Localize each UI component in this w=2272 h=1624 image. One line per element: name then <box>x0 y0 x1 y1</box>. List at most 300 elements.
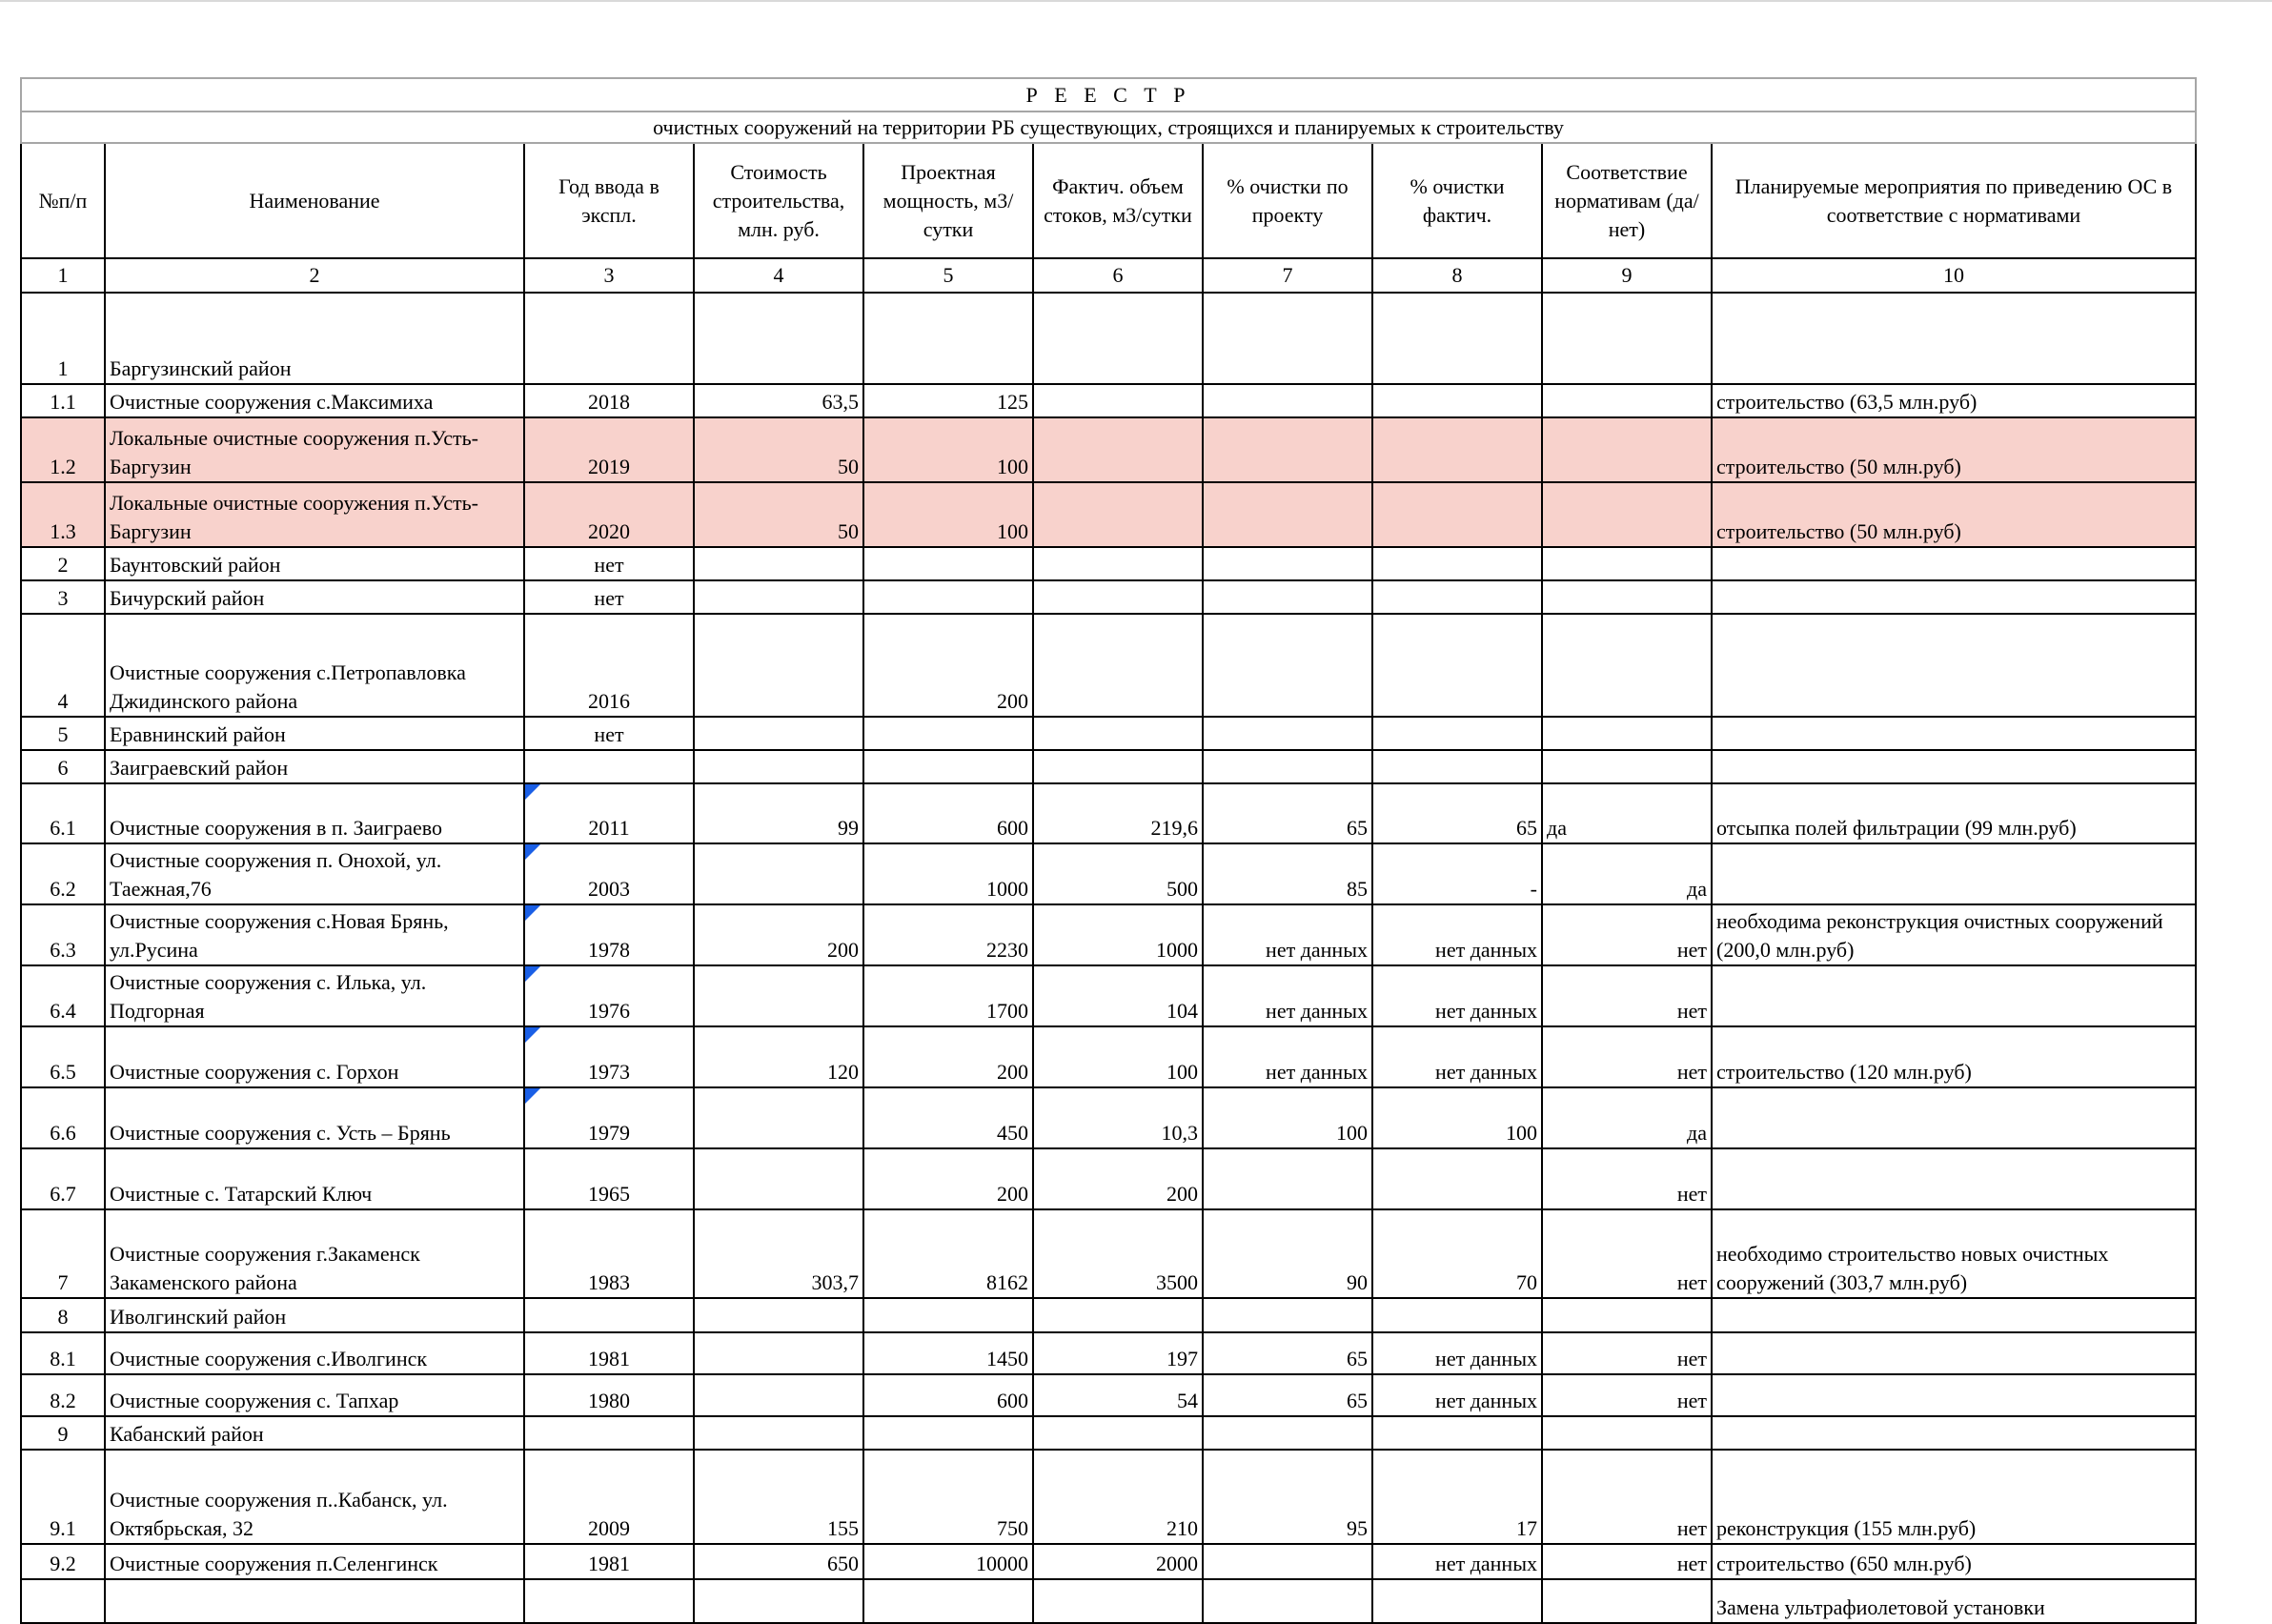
commission-year-cell: нет <box>524 547 694 580</box>
planned-measures-cell: строительство (50 млн.руб) <box>1712 417 2196 482</box>
compliance-cell: да <box>1542 843 1712 904</box>
actual-cleaning-percent-cell <box>1372 384 1542 417</box>
table-row <box>21 1374 2196 1416</box>
design-capacity-cell: 200 <box>863 614 1033 717</box>
facility-name-cell: Очистные сооружения с. Усть – Брянь <box>105 1087 524 1148</box>
commission-year-cell: 2019 <box>524 417 694 482</box>
actual-volume-cell: 200 <box>1033 1148 1203 1209</box>
facility-name-cell: Очистные с. Татарский Ключ <box>105 1148 524 1209</box>
compliance-cell: нет <box>1542 1332 1712 1374</box>
construction-cost-cell <box>694 1148 863 1209</box>
registry-subtitle: очистных сооружений на территории РБ существующих, строящихся и планируемых к строительству <box>21 112 2196 143</box>
compliance-cell: нет <box>1542 1209 1712 1298</box>
commission-year-cell <box>524 1298 694 1332</box>
planned-measures-cell <box>1712 843 2196 904</box>
header-row <box>21 143 2196 258</box>
construction-cost-cell: 99 <box>694 783 863 843</box>
table-row <box>21 1209 2196 1298</box>
planned-measures-cell: необходима реконструкция очистных сооружений (200,0 млн.руб) <box>1712 904 2196 965</box>
actual-volume-cell: 500 <box>1033 843 1203 904</box>
table-row <box>21 1298 2196 1332</box>
commission-year-text: 1979 <box>588 1121 630 1145</box>
column-number: 1 <box>21 258 105 293</box>
design-capacity-cell <box>863 1298 1033 1332</box>
actual-cleaning-percent-cell <box>1372 717 1542 750</box>
actual-volume-cell: 1000 <box>1033 904 1203 965</box>
header-cell: Соответствие нормативам (да/нет) <box>1542 143 1712 258</box>
design-cleaning-percent-cell <box>1203 482 1372 547</box>
design-cleaning-percent-cell <box>1203 614 1372 717</box>
design-cleaning-percent-cell <box>1203 293 1372 384</box>
design-cleaning-percent-cell <box>1203 384 1372 417</box>
facility-name-cell: Заиграевский район <box>105 750 524 783</box>
planned-measures-cell: строительство (650 млн.руб) <box>1712 1544 2196 1579</box>
facility-name-cell: Очистные сооружения с. Тапхар <box>105 1374 524 1416</box>
construction-cost-cell <box>694 750 863 783</box>
table-row <box>21 750 2196 783</box>
design-cleaning-percent-cell: нет данных <box>1203 965 1372 1026</box>
planned-measures-cell <box>1712 1374 2196 1416</box>
table-row <box>21 965 2196 1026</box>
actual-volume-cell <box>1033 717 1203 750</box>
commission-year-cell <box>524 1026 694 1087</box>
commission-year-cell <box>524 1579 694 1623</box>
compliance-cell: нет <box>1542 1374 1712 1416</box>
planned-measures-cell <box>1712 1087 2196 1148</box>
row-number-cell: 6.5 <box>21 1026 105 1087</box>
construction-cost-cell: 120 <box>694 1026 863 1087</box>
compliance-cell <box>1542 417 1712 482</box>
design-capacity-cell: 600 <box>863 1374 1033 1416</box>
table-row <box>21 717 2196 750</box>
construction-cost-cell <box>694 547 863 580</box>
column-number: 10 <box>1712 258 2196 293</box>
actual-cleaning-percent-cell <box>1372 580 1542 614</box>
actual-volume-cell <box>1033 417 1203 482</box>
design-cleaning-percent-cell <box>1203 717 1372 750</box>
design-capacity-cell: 600 <box>863 783 1033 843</box>
design-capacity-cell: 1700 <box>863 965 1033 1026</box>
planned-measures-cell <box>1712 580 2196 614</box>
column-number: 4 <box>694 258 863 293</box>
construction-cost-cell <box>694 1579 863 1623</box>
design-cleaning-percent-cell: 65 <box>1203 1374 1372 1416</box>
row-number-cell: 4 <box>21 614 105 717</box>
compliance-cell: нет <box>1542 1026 1712 1087</box>
row-number-cell: 8.2 <box>21 1374 105 1416</box>
construction-cost-cell <box>694 1087 863 1148</box>
commission-year-cell: 2016 <box>524 614 694 717</box>
planned-measures-cell <box>1712 547 2196 580</box>
design-cleaning-percent-cell <box>1203 1416 1372 1450</box>
design-capacity-cell: 8162 <box>863 1209 1033 1298</box>
design-capacity-cell <box>863 1416 1033 1450</box>
construction-cost-cell <box>694 965 863 1026</box>
compliance-cell <box>1542 547 1712 580</box>
facility-name-cell: Иволгинский район <box>105 1298 524 1332</box>
column-number-row <box>21 258 2196 293</box>
actual-volume-cell <box>1033 1579 1203 1623</box>
facility-name-cell: Очистные сооружения п.Селенгинск <box>105 1544 524 1579</box>
facility-name-cell <box>105 1579 524 1623</box>
row-number-cell: 1.3 <box>21 482 105 547</box>
compliance-cell: нет <box>1542 965 1712 1026</box>
actual-cleaning-percent-cell: 65 <box>1372 783 1542 843</box>
table-row <box>21 547 2196 580</box>
actual-cleaning-percent-cell: 70 <box>1372 1209 1542 1298</box>
table-row <box>21 1026 2196 1087</box>
actual-volume-cell: 210 <box>1033 1450 1203 1544</box>
facility-name-cell: Баргузинский район <box>105 293 524 384</box>
row-number-cell: 8.1 <box>21 1332 105 1374</box>
comment-marker-icon[interactable] <box>525 905 540 921</box>
design-capacity-cell <box>863 717 1033 750</box>
design-capacity-cell <box>863 580 1033 614</box>
actual-cleaning-percent-cell <box>1372 293 1542 384</box>
construction-cost-cell: 303,7 <box>694 1209 863 1298</box>
table-row <box>21 614 2196 717</box>
planned-measures-cell: отсыпка полей фильтрации (99 млн.руб) <box>1712 783 2196 843</box>
registry-table <box>20 77 2197 1624</box>
row-number-cell: 8 <box>21 1298 105 1332</box>
design-capacity-cell <box>863 547 1033 580</box>
design-cleaning-percent-cell <box>1203 1579 1372 1623</box>
commission-year-text: 2003 <box>588 877 630 901</box>
row-number-cell: 7 <box>21 1209 105 1298</box>
design-cleaning-percent-cell: 100 <box>1203 1087 1372 1148</box>
actual-cleaning-percent-cell <box>1372 417 1542 482</box>
actual-cleaning-percent-cell <box>1372 1416 1542 1450</box>
design-cleaning-percent-cell: 65 <box>1203 1332 1372 1374</box>
actual-volume-cell <box>1033 547 1203 580</box>
commission-year-cell <box>524 843 694 904</box>
commission-year-cell <box>524 1416 694 1450</box>
facility-name-cell: Очистные сооружения п. Онохой, ул. Таежная,76 <box>105 843 524 904</box>
design-cleaning-percent-cell: 85 <box>1203 843 1372 904</box>
design-capacity-cell: 200 <box>863 1148 1033 1209</box>
planned-measures-cell: строительство (63,5 млн.руб) <box>1712 384 2196 417</box>
planned-measures-cell: реконструкция (155 млн.руб) <box>1712 1450 2196 1544</box>
commission-year-cell <box>524 783 694 843</box>
design-cleaning-percent-cell <box>1203 1544 1372 1579</box>
commission-year-text: 1973 <box>588 1060 630 1084</box>
comment-marker-icon[interactable] <box>525 1027 540 1043</box>
construction-cost-cell: 200 <box>694 904 863 965</box>
design-cleaning-percent-cell: нет данных <box>1203 1026 1372 1087</box>
planned-measures-cell <box>1712 1416 2196 1450</box>
planned-measures-cell <box>1712 1298 2196 1332</box>
design-capacity-cell: 125 <box>863 384 1033 417</box>
header-cell: Стоимость строительства, млн. руб. <box>694 143 863 258</box>
commission-year-cell: 1981 <box>524 1332 694 1374</box>
compliance-cell <box>1542 580 1712 614</box>
planned-measures-cell <box>1712 293 2196 384</box>
facility-name-cell: Локальные очистные сооружения п.Усть-Баргузин <box>105 417 524 482</box>
actual-cleaning-percent-cell <box>1372 1148 1542 1209</box>
actual-cleaning-percent-cell <box>1372 547 1542 580</box>
commission-year-cell: 2009 <box>524 1450 694 1544</box>
column-number: 7 <box>1203 258 1372 293</box>
actual-volume-cell: 100 <box>1033 1026 1203 1087</box>
actual-volume-cell <box>1033 614 1203 717</box>
compliance-cell: нет <box>1542 1148 1712 1209</box>
row-number-cell: 6.4 <box>21 965 105 1026</box>
actual-cleaning-percent-cell: нет данных <box>1372 965 1542 1026</box>
column-number: 2 <box>105 258 524 293</box>
actual-cleaning-percent-cell: нет данных <box>1372 1374 1542 1416</box>
construction-cost-cell: 650 <box>694 1544 863 1579</box>
actual-cleaning-percent-cell: 17 <box>1372 1450 1542 1544</box>
construction-cost-cell <box>694 1298 863 1332</box>
column-number: 8 <box>1372 258 1542 293</box>
planned-measures-cell <box>1712 614 2196 717</box>
commission-year-text: 1976 <box>588 999 630 1023</box>
facility-name-cell: Очистные сооружения г.Закаменск Закаменского района <box>105 1209 524 1298</box>
construction-cost-cell <box>694 717 863 750</box>
commission-year-cell: 1983 <box>524 1209 694 1298</box>
top-divider <box>0 0 2272 2</box>
facility-name-cell: Кабанский район <box>105 1416 524 1450</box>
facility-name-cell: Очистные сооружения с.Петропавловка Джидинского района <box>105 614 524 717</box>
comment-marker-icon[interactable] <box>525 844 540 860</box>
row-number-cell: 9.1 <box>21 1450 105 1544</box>
column-number: 9 <box>1542 258 1712 293</box>
compliance-cell <box>1542 482 1712 547</box>
header-cell: % очистки по проекту <box>1203 143 1372 258</box>
commission-year-text: 2011 <box>588 816 630 840</box>
construction-cost-cell: 50 <box>694 482 863 547</box>
table-row <box>21 1332 2196 1374</box>
commission-year-text: 1978 <box>588 938 630 962</box>
header-cell: №п/п <box>21 143 105 258</box>
design-capacity-cell <box>863 293 1033 384</box>
commission-year-cell: 1980 <box>524 1374 694 1416</box>
table-row <box>21 1450 2196 1544</box>
planned-measures-cell: строительство (50 млн.руб) <box>1712 482 2196 547</box>
design-cleaning-percent-cell <box>1203 417 1372 482</box>
table-row <box>21 1544 2196 1579</box>
commission-year-cell <box>524 1087 694 1148</box>
registry-sheet <box>20 77 2195 1624</box>
actual-volume-cell: 54 <box>1033 1374 1203 1416</box>
comment-marker-icon[interactable] <box>525 1088 540 1104</box>
planned-measures-cell <box>1712 750 2196 783</box>
table-row <box>21 843 2196 904</box>
actual-volume-cell <box>1033 1298 1203 1332</box>
design-capacity-cell: 750 <box>863 1450 1033 1544</box>
actual-cleaning-percent-cell: - <box>1372 843 1542 904</box>
actual-cleaning-percent-cell <box>1372 1579 1542 1623</box>
facility-name-cell: Очистные сооружения с.Иволгинск <box>105 1332 524 1374</box>
actual-volume-cell: 104 <box>1033 965 1203 1026</box>
design-cleaning-percent-cell: 90 <box>1203 1209 1372 1298</box>
actual-cleaning-percent-cell: нет данных <box>1372 1332 1542 1374</box>
row-number-cell: 9.2 <box>21 1544 105 1579</box>
table-row <box>21 580 2196 614</box>
header-cell: Фактич. объем стоков, м3/сутки <box>1033 143 1203 258</box>
design-capacity-cell: 100 <box>863 482 1033 547</box>
actual-volume-cell: 2000 <box>1033 1544 1203 1579</box>
table-row <box>21 482 2196 547</box>
table-row <box>21 1148 2196 1209</box>
design-cleaning-percent-cell <box>1203 547 1372 580</box>
commission-year-cell: 1981 <box>524 1544 694 1579</box>
design-capacity-cell: 1000 <box>863 843 1033 904</box>
compliance-cell: нет <box>1542 904 1712 965</box>
table-row <box>21 1087 2196 1148</box>
planned-measures-cell <box>1712 717 2196 750</box>
design-cleaning-percent-cell: 95 <box>1203 1450 1372 1544</box>
commission-year-cell <box>524 750 694 783</box>
table-row <box>21 1579 2196 1623</box>
row-number-cell: 6.2 <box>21 843 105 904</box>
compliance-cell <box>1542 717 1712 750</box>
design-capacity-cell: 1450 <box>863 1332 1033 1374</box>
planned-measures-cell: Замена ультрафиолетовой установки <box>1712 1579 2196 1623</box>
actual-volume-cell: 219,6 <box>1033 783 1203 843</box>
actual-cleaning-percent-cell <box>1372 1298 1542 1332</box>
facility-name-cell: Очистные сооружения с.Максимиха <box>105 384 524 417</box>
actual-volume-cell <box>1033 482 1203 547</box>
table-row <box>21 783 2196 843</box>
construction-cost-cell <box>694 1374 863 1416</box>
construction-cost-cell: 50 <box>694 417 863 482</box>
compliance-cell <box>1542 1579 1712 1623</box>
facility-name-cell: Баунтовский район <box>105 547 524 580</box>
construction-cost-cell: 63,5 <box>694 384 863 417</box>
planned-measures-cell <box>1712 965 2196 1026</box>
compliance-cell <box>1542 384 1712 417</box>
facility-name-cell: Локальные очистные сооружения п.Усть-Баргузин <box>105 482 524 547</box>
row-number-cell: 6.3 <box>21 904 105 965</box>
header-cell: Год ввода в экспл. <box>524 143 694 258</box>
commission-year-cell: 2020 <box>524 482 694 547</box>
row-number-cell: 1 <box>21 293 105 384</box>
actual-volume-cell <box>1033 1416 1203 1450</box>
actual-volume-cell <box>1033 750 1203 783</box>
column-number: 5 <box>863 258 1033 293</box>
row-number-cell <box>21 1579 105 1623</box>
design-capacity-cell: 10000 <box>863 1544 1033 1579</box>
actual-cleaning-percent-cell: 100 <box>1372 1087 1542 1148</box>
planned-measures-cell <box>1712 1332 2196 1374</box>
facility-name-cell: Очистные сооружения п..Кабанск, ул. Октябрьская, 32 <box>105 1450 524 1544</box>
table-row <box>21 417 2196 482</box>
design-capacity-cell: 2230 <box>863 904 1033 965</box>
table-row <box>21 1416 2196 1450</box>
design-cleaning-percent-cell <box>1203 1298 1372 1332</box>
construction-cost-cell <box>694 1332 863 1374</box>
table-row <box>21 293 2196 384</box>
actual-cleaning-percent-cell: нет данных <box>1372 1544 1542 1579</box>
planned-measures-cell: строительство (120 млн.руб) <box>1712 1026 2196 1087</box>
registry-title: Р Е Е С Т Р <box>21 78 2196 112</box>
row-number-cell: 9 <box>21 1416 105 1450</box>
row-number-cell: 6 <box>21 750 105 783</box>
compliance-cell <box>1542 293 1712 384</box>
design-cleaning-percent-cell <box>1203 1148 1372 1209</box>
design-capacity-cell: 200 <box>863 1026 1033 1087</box>
construction-cost-cell: 155 <box>694 1450 863 1544</box>
header-cell: Проектная мощность, м3/сутки <box>863 143 1033 258</box>
column-number: 6 <box>1033 258 1203 293</box>
compliance-cell: нет <box>1542 1544 1712 1579</box>
row-number-cell: 6.7 <box>21 1148 105 1209</box>
compliance-cell <box>1542 1298 1712 1332</box>
compliance-cell <box>1542 750 1712 783</box>
facility-name-cell: Очистные сооружения в п. Заиграево <box>105 783 524 843</box>
compliance-cell <box>1542 614 1712 717</box>
commission-year-cell: 2018 <box>524 384 694 417</box>
row-number-cell: 5 <box>21 717 105 750</box>
design-cleaning-percent-cell: 65 <box>1203 783 1372 843</box>
comment-marker-icon[interactable] <box>525 784 540 800</box>
table-row <box>21 384 2196 417</box>
row-number-cell: 1.2 <box>21 417 105 482</box>
facility-name-cell: Очистные сооружения с. Илька, ул. Подгорная <box>105 965 524 1026</box>
actual-volume-cell <box>1033 384 1203 417</box>
design-capacity-cell <box>863 1579 1033 1623</box>
planned-measures-cell <box>1712 1148 2196 1209</box>
row-number-cell: 1.1 <box>21 384 105 417</box>
design-cleaning-percent-cell: нет данных <box>1203 904 1372 965</box>
commission-year-cell <box>524 965 694 1026</box>
actual-cleaning-percent-cell <box>1372 614 1542 717</box>
construction-cost-cell <box>694 1416 863 1450</box>
row-number-cell: 6.1 <box>21 783 105 843</box>
design-capacity-cell <box>863 750 1033 783</box>
actual-volume-cell: 10,3 <box>1033 1087 1203 1148</box>
row-number-cell: 2 <box>21 547 105 580</box>
facility-name-cell: Очистные сооружения с.Новая Брянь, ул.Русина <box>105 904 524 965</box>
commission-year-cell <box>524 904 694 965</box>
construction-cost-cell <box>694 614 863 717</box>
header-cell: Наименование <box>105 143 524 258</box>
column-number: 3 <box>524 258 694 293</box>
row-number-cell: 6.6 <box>21 1087 105 1148</box>
header-cell: % очистки фактич. <box>1372 143 1542 258</box>
actual-cleaning-percent-cell: нет данных <box>1372 904 1542 965</box>
table-row <box>21 904 2196 965</box>
planned-measures-cell: необходимо строительство новых очистных сооружений (303,7 млн.руб) <box>1712 1209 2196 1298</box>
construction-cost-cell <box>694 293 863 384</box>
design-capacity-cell: 450 <box>863 1087 1033 1148</box>
compliance-cell: нет <box>1542 1450 1712 1544</box>
actual-cleaning-percent-cell <box>1372 482 1542 547</box>
commission-year-cell: нет <box>524 580 694 614</box>
actual-volume-cell: 3500 <box>1033 1209 1203 1298</box>
construction-cost-cell <box>694 580 863 614</box>
compliance-cell <box>1542 1416 1712 1450</box>
compliance-cell: да <box>1542 1087 1712 1148</box>
construction-cost-cell <box>694 843 863 904</box>
facility-name-cell: Бичурский район <box>105 580 524 614</box>
facility-name-cell: Еравнинский район <box>105 717 524 750</box>
facility-name-cell: Очистные сооружения с. Горхон <box>105 1026 524 1087</box>
actual-cleaning-percent-cell: нет данных <box>1372 1026 1542 1087</box>
commission-year-cell: 1965 <box>524 1148 694 1209</box>
actual-volume-cell: 197 <box>1033 1332 1203 1374</box>
actual-cleaning-percent-cell <box>1372 750 1542 783</box>
commission-year-cell <box>524 293 694 384</box>
design-cleaning-percent-cell <box>1203 580 1372 614</box>
design-capacity-cell: 100 <box>863 417 1033 482</box>
actual-volume-cell <box>1033 293 1203 384</box>
comment-marker-icon[interactable] <box>525 966 540 982</box>
commission-year-cell: нет <box>524 717 694 750</box>
actual-volume-cell <box>1033 580 1203 614</box>
row-number-cell: 3 <box>21 580 105 614</box>
